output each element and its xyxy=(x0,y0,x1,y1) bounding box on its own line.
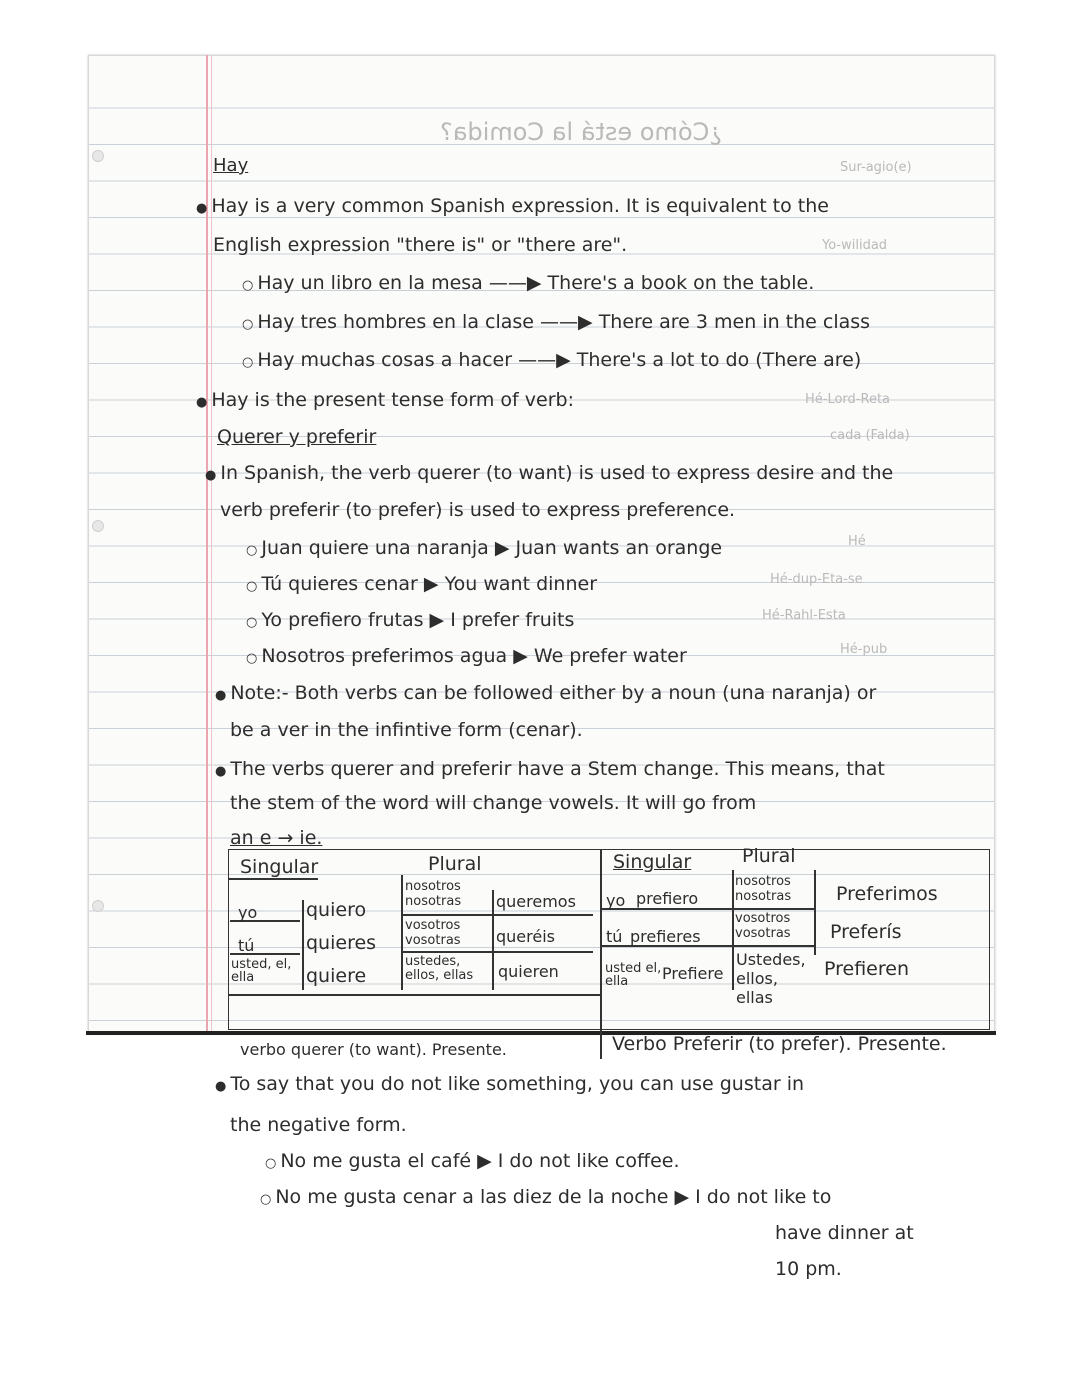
mirrored-title: ¿Cómo está la Comida? xyxy=(440,118,723,146)
punch-hole xyxy=(92,520,104,532)
querer-usted: usted, el, ella xyxy=(231,957,292,985)
table-rule xyxy=(403,951,593,953)
preferir-yo: yo xyxy=(606,891,626,910)
preferir-plural-rule xyxy=(814,870,816,955)
gustar-example-2: ○ No me gusta cenar a las diez de la noche ▶ I do not like to xyxy=(260,1186,832,1208)
hay-example-1: ○ Hay un libro en la mesa ——▶ There's a book on the table. xyxy=(242,272,815,294)
querer-caption: verbo querer (to want). Presente. xyxy=(240,1040,507,1059)
querer-plural-rule xyxy=(401,875,403,990)
querer-preferir-heading: Querer y preferir xyxy=(217,426,377,448)
preferir-tu: tú xyxy=(606,927,623,946)
faint-note: Hé-Rahl-Esta xyxy=(762,608,846,623)
querer-singular-label: Singular xyxy=(240,856,319,878)
querer-usted-form: quiere xyxy=(306,965,367,987)
table-rule xyxy=(602,908,814,910)
preferir-nosotros: nosotros nosotras xyxy=(735,874,792,904)
qp-example-1: ○ Juan quiere una naranja ▶ Juan wants an orange xyxy=(246,537,723,559)
querer-yo: yo xyxy=(238,903,258,922)
querer-ustedes: ustedes, ellos, ellas xyxy=(405,954,474,983)
preferir-plural-label: Plural xyxy=(742,845,796,867)
querer-plural-label: Plural xyxy=(428,853,482,875)
faint-note: cada (Falda) xyxy=(830,428,910,443)
qp-example-2: ○ Tú quieres cenar ▶ You want dinner xyxy=(246,573,598,595)
preferir-tu-form: prefieres xyxy=(630,927,701,946)
table-rule xyxy=(403,914,593,916)
note-line-2: be a ver in the infintive form (cenar). xyxy=(230,719,583,741)
querer-nosotros: nosotros nosotras xyxy=(405,879,462,909)
querer-ustedes-form: quieren xyxy=(498,962,559,981)
hay-tense-note: ● Hay is the present tense form of verb: xyxy=(196,389,574,411)
faint-note: Hé-Lord-Reta xyxy=(805,392,891,407)
hay-example-2: ○ Hay tres hombres en la clase ——▶ There are 3 men in the class xyxy=(242,311,871,333)
preferir-yo-form: prefiero xyxy=(636,889,699,908)
qp-definition-1: ● In Spanish, the verb querer (to want) is used to express desire and the xyxy=(205,462,894,484)
punch-hole xyxy=(92,900,104,912)
hay-definition-2: English expression "there is" or "there are". xyxy=(213,234,628,256)
gustar-example-2-end: 10 pm. xyxy=(775,1258,842,1280)
faint-note: Yo-wilidad xyxy=(822,238,888,253)
querer-tu: tú xyxy=(238,936,255,955)
preferir-vosotros-form: Preferís xyxy=(830,921,902,943)
preferir-ustedes-form: Prefieren xyxy=(824,958,909,980)
preferir-plural-rule xyxy=(732,870,734,990)
querer-nosotros-form: queremos xyxy=(496,892,576,911)
faint-note: Sur-agio(e) xyxy=(840,160,912,175)
querer-vosotros-form: queréis xyxy=(496,927,555,946)
table-rule xyxy=(228,878,318,880)
preferir-ustedes: Ustedes, ellos, ellas xyxy=(736,950,806,1007)
preferir-vosotros: vosotros vosotras xyxy=(735,911,791,941)
preferir-usted-form: Prefiere xyxy=(662,964,724,983)
hay-example-3: ○ Hay muchas cosas a hacer ——▶ There's a lot to do (There are) xyxy=(242,349,862,371)
querer-yo-form: quiero xyxy=(306,899,367,921)
punch-hole xyxy=(92,150,104,162)
qp-example-4: ○ Nosotros preferimos agua ▶ We prefer water xyxy=(246,645,687,667)
gustar-example-2-cont: have dinner at xyxy=(775,1222,914,1244)
note-line-1: ● Note:- Both verbs can be followed either by a noun (una naranja) or xyxy=(215,682,877,704)
qp-example-3: ○ Yo prefiero frutas ▶ I prefer fruits xyxy=(246,609,575,631)
gustar-line-2: the negative form. xyxy=(230,1114,407,1136)
qp-definition-2: verb preferir (to prefer) is used to express preference. xyxy=(220,499,736,521)
stem-line-2: the stem of the word will change vowels. It will go from xyxy=(230,792,757,814)
hay-heading: Hay xyxy=(213,155,249,176)
preferir-singular-label: Singular xyxy=(613,851,692,873)
preferir-nosotros-form: Preferimos xyxy=(836,883,938,905)
table-rule xyxy=(228,994,600,996)
querer-tu-form: quieres xyxy=(306,932,377,954)
stem-line-1: ● The verbs querer and preferir have a Stem change. This means, that xyxy=(215,758,885,780)
querer-subject-rule xyxy=(302,900,304,990)
faint-note: Hé xyxy=(848,534,866,549)
preferir-usted: usted el, ella xyxy=(605,961,662,989)
hay-definition-1: ● Hay is a very common Spanish expression. It is equivalent to the xyxy=(196,195,829,217)
faint-note: Hé-dup-Eta-se xyxy=(770,572,863,587)
stem-line-3: an e → ie. xyxy=(230,827,323,849)
gustar-example-1: ○ No me gusta el café ▶ I do not like coffee. xyxy=(265,1150,680,1172)
querer-vosotros: vosotros vosotras xyxy=(405,918,461,948)
preferir-caption: Verbo Preferir (to prefer). Presente. xyxy=(612,1033,947,1055)
table-divider xyxy=(600,849,602,1059)
gustar-line-1: ● To say that you do not like something, you can use gustar in xyxy=(215,1073,805,1095)
faint-note: Hé-pub xyxy=(840,642,888,657)
